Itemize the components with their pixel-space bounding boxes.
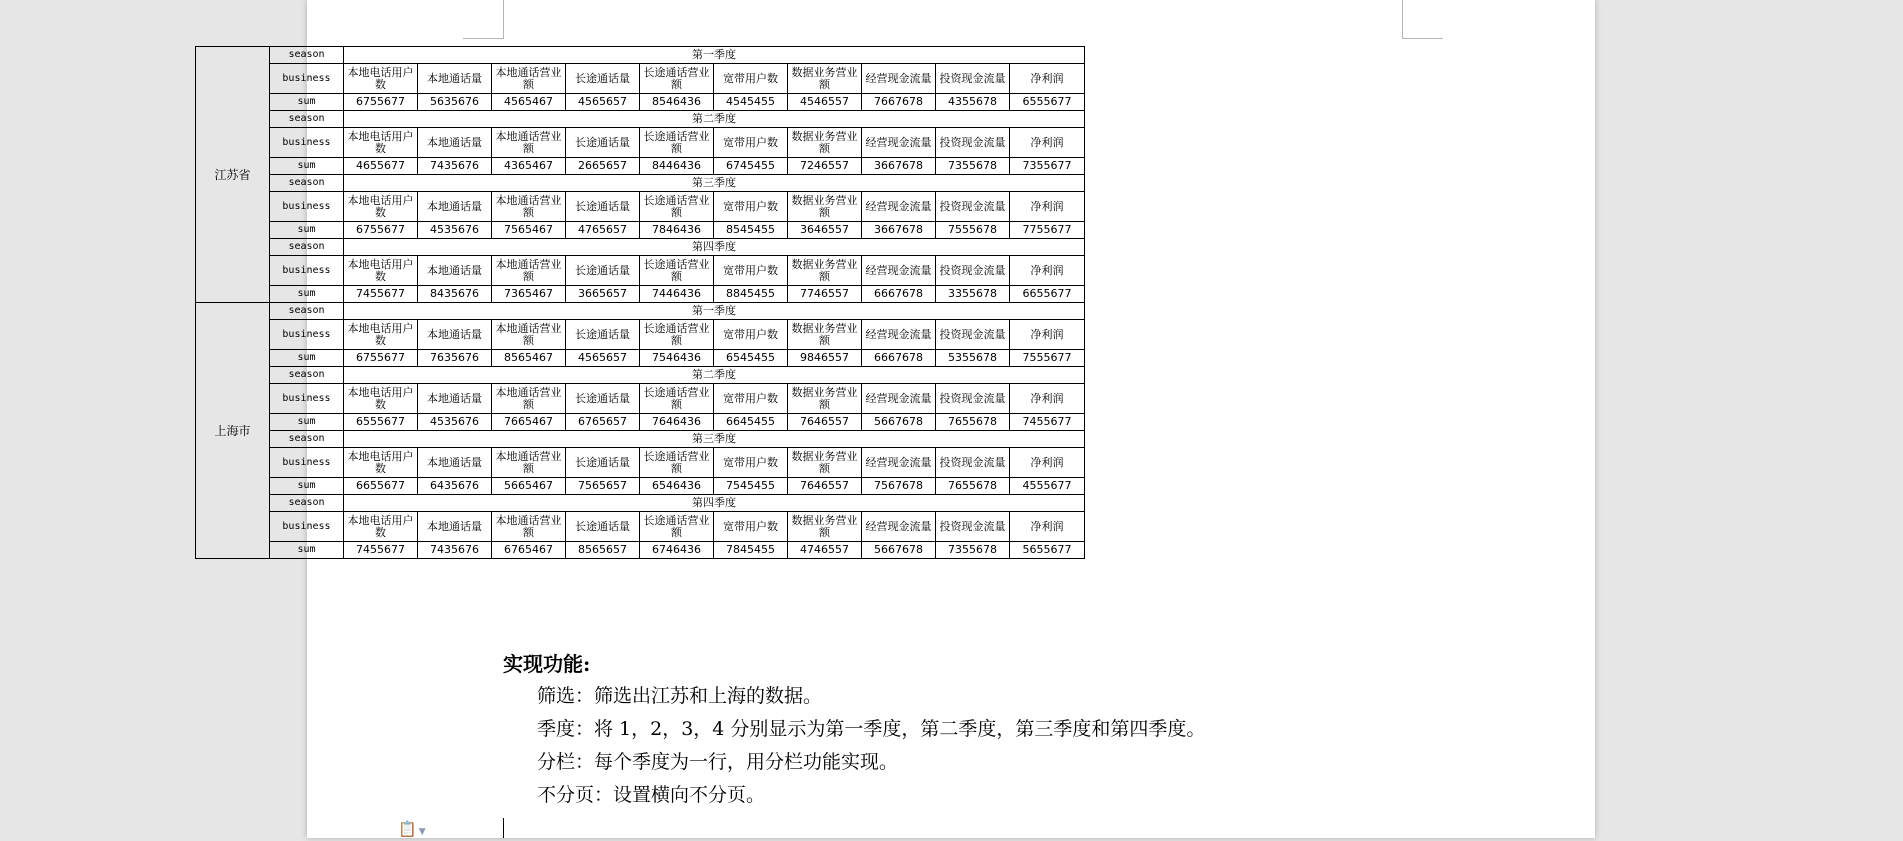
season-label-cell[interactable]: season — [270, 303, 344, 320]
table-row — [196, 192, 1085, 222]
column-header-cell[interactable]: 投资现金流量 — [936, 448, 1010, 478]
table-row — [196, 478, 1085, 495]
season-label-cell[interactable]: season — [270, 47, 344, 64]
section-heading: 实现功能: — [503, 652, 591, 676]
column-header-cell[interactable]: 长途通话量 — [566, 320, 640, 350]
column-header-cell[interactable]: 净利润 — [1010, 256, 1085, 286]
value-cell[interactable]: 7846436 — [640, 222, 714, 239]
value-cell[interactable]: 7665467 — [492, 414, 566, 431]
table-row — [196, 384, 1085, 414]
column-header-cell[interactable]: 本地通话量 — [418, 512, 492, 542]
column-header-cell[interactable]: 本地通话量 — [418, 192, 492, 222]
column-header-cell[interactable]: 数据业务营业额 — [788, 384, 862, 414]
value-cell[interactable]: 7646436 — [640, 414, 714, 431]
paragraph-line[interactable]: 筛选：筛选出江苏和上海的数据。 — [537, 685, 823, 707]
column-header-cell[interactable]: 经营现金流量 — [862, 512, 936, 542]
value-cell[interactable]: 8565467 — [492, 350, 566, 367]
column-header-cell[interactable]: 数据业务营业额 — [788, 448, 862, 478]
value-cell[interactable]: 4655677 — [344, 158, 418, 175]
column-header-cell[interactable]: 经营现金流量 — [862, 384, 936, 414]
value-cell[interactable]: 6755677 — [344, 350, 418, 367]
value-cell[interactable]: 7355677 — [1010, 158, 1085, 175]
value-cell[interactable]: 7545455 — [714, 478, 788, 495]
province-cell[interactable]: 上海市 — [196, 303, 270, 559]
table-row — [196, 542, 1085, 559]
column-header-cell[interactable]: 投资现金流量 — [936, 192, 1010, 222]
business-label-cell[interactable]: business — [270, 64, 344, 94]
value-cell[interactable]: 5667678 — [862, 542, 936, 559]
value-cell[interactable]: 4546557 — [788, 94, 862, 111]
column-header-cell[interactable]: 投资现金流量 — [936, 64, 1010, 94]
value-cell[interactable]: 8545455 — [714, 222, 788, 239]
value-cell[interactable]: 7655678 — [936, 478, 1010, 495]
column-header-cell[interactable]: 长途通话量 — [566, 384, 640, 414]
column-header-cell[interactable]: 本地电话用户数 — [344, 320, 418, 350]
table-row — [196, 495, 1085, 512]
value-cell[interactable]: 5355678 — [936, 350, 1010, 367]
value-cell[interactable]: 4565657 — [566, 94, 640, 111]
season-title-cell[interactable]: 第三季度 — [344, 175, 1085, 192]
value-cell[interactable]: 7755677 — [1010, 222, 1085, 239]
value-cell[interactable]: 4545455 — [714, 94, 788, 111]
value-cell[interactable]: 7667678 — [862, 94, 936, 111]
text-cursor — [503, 818, 504, 838]
column-header-cell[interactable]: 长途通话营业额 — [640, 128, 714, 158]
business-label-cell[interactable]: business — [270, 256, 344, 286]
table-row — [196, 128, 1085, 158]
paragraph-line[interactable]: 季度：将 1，2，3，4 分别显示为第一季度，第二季度，第三季度和第四季度。 — [537, 718, 1206, 740]
table-row — [196, 64, 1085, 94]
business-label-cell[interactable]: business — [270, 384, 344, 414]
value-cell[interactable]: 6755677 — [344, 94, 418, 111]
column-header-cell[interactable]: 本地通话量 — [418, 384, 492, 414]
column-header-cell[interactable]: 净利润 — [1010, 384, 1085, 414]
table-row — [196, 256, 1085, 286]
value-cell[interactable]: 3665657 — [566, 286, 640, 303]
season-title-cell[interactable]: 第一季度 — [344, 47, 1085, 64]
business-label-cell[interactable]: business — [270, 448, 344, 478]
column-header-cell[interactable]: 长途通话营业额 — [640, 320, 714, 350]
column-header-cell[interactable]: 数据业务营业额 — [788, 256, 862, 286]
column-header-cell[interactable]: 宽带用户数 — [714, 128, 788, 158]
column-header-cell[interactable]: 本地通话营业额 — [492, 448, 566, 478]
column-header-cell[interactable]: 本地电话用户数 — [344, 192, 418, 222]
column-header-cell[interactable]: 本地通话量 — [418, 448, 492, 478]
paragraph-line[interactable]: 分栏：每个季度为一行，用分栏功能实现。 — [537, 751, 899, 773]
column-header-cell[interactable]: 经营现金流量 — [862, 64, 936, 94]
table-row — [196, 47, 1085, 64]
column-header-cell[interactable]: 长途通话量 — [566, 128, 640, 158]
business-label-cell[interactable]: business — [270, 192, 344, 222]
column-header-cell[interactable]: 本地电话用户数 — [344, 128, 418, 158]
sum-label-cell[interactable]: sum — [270, 350, 344, 367]
column-header-cell[interactable]: 长途通话营业额 — [640, 64, 714, 94]
value-cell[interactable]: 6435676 — [418, 478, 492, 495]
column-header-cell[interactable]: 本地电话用户数 — [344, 512, 418, 542]
column-header-cell[interactable]: 宽带用户数 — [714, 64, 788, 94]
value-cell[interactable]: 3355678 — [936, 286, 1010, 303]
value-cell[interactable]: 9846557 — [788, 350, 862, 367]
column-header-cell[interactable]: 长途通话量 — [566, 64, 640, 94]
business-label-cell[interactable]: business — [270, 128, 344, 158]
column-header-cell[interactable]: 长途通话营业额 — [640, 192, 714, 222]
column-header-cell[interactable]: 长途通话营业额 — [640, 256, 714, 286]
margin-corner-mark — [1402, 0, 1443, 39]
table-body — [196, 47, 1085, 559]
value-cell[interactable]: 8446436 — [640, 158, 714, 175]
table-row — [196, 367, 1085, 384]
column-header-cell[interactable]: 经营现金流量 — [862, 192, 936, 222]
season-label-cell[interactable]: season — [270, 175, 344, 192]
value-cell[interactable]: 3646557 — [788, 222, 862, 239]
value-cell[interactable]: 7365467 — [492, 286, 566, 303]
season-label-cell[interactable]: season — [270, 367, 344, 384]
value-cell[interactable]: 6655677 — [344, 478, 418, 495]
value-cell[interactable]: 7565467 — [492, 222, 566, 239]
value-cell[interactable]: 6555677 — [1010, 94, 1085, 111]
table-row — [196, 431, 1085, 448]
value-cell[interactable]: 7246557 — [788, 158, 862, 175]
sum-label-cell[interactable]: sum — [270, 478, 344, 495]
value-cell[interactable]: 6545455 — [714, 350, 788, 367]
sum-label-cell[interactable]: sum — [270, 286, 344, 303]
value-cell[interactable]: 7567678 — [862, 478, 936, 495]
season-title-cell[interactable]: 第三季度 — [344, 431, 1085, 448]
table-row — [196, 222, 1085, 239]
column-header-cell[interactable]: 宽带用户数 — [714, 256, 788, 286]
sum-label-cell[interactable]: sum — [270, 414, 344, 431]
value-cell[interactable]: 5635676 — [418, 94, 492, 111]
value-cell[interactable]: 4565467 — [492, 94, 566, 111]
column-header-cell[interactable]: 投资现金流量 — [936, 320, 1010, 350]
province-cell[interactable]: 江苏省 — [196, 47, 270, 303]
value-cell[interactable]: 4565657 — [566, 350, 640, 367]
column-header-cell[interactable]: 本地通话营业额 — [492, 320, 566, 350]
business-label-cell[interactable]: business — [270, 320, 344, 350]
chevron-down-icon: ▼ — [418, 827, 426, 837]
value-cell[interactable]: 7746557 — [788, 286, 862, 303]
column-header-cell[interactable]: 长途通话营业额 — [640, 448, 714, 478]
column-header-cell[interactable]: 长途通话量 — [566, 256, 640, 286]
season-title-cell[interactable]: 第一季度 — [344, 303, 1085, 320]
season-label-cell[interactable]: season — [270, 111, 344, 128]
column-header-cell[interactable]: 数据业务营业额 — [788, 128, 862, 158]
column-header-cell[interactable]: 本地电话用户数 — [344, 256, 418, 286]
paste-options-icon[interactable]: 📋 ▼ — [398, 820, 426, 838]
value-cell[interactable]: 6667678 — [862, 350, 936, 367]
column-header-cell[interactable]: 宽带用户数 — [714, 384, 788, 414]
column-header-cell[interactable]: 本地通话营业额 — [492, 64, 566, 94]
value-cell[interactable]: 7435676 — [418, 542, 492, 559]
value-cell[interactable]: 8565657 — [566, 542, 640, 559]
column-header-cell[interactable]: 宽带用户数 — [714, 448, 788, 478]
column-header-cell[interactable]: 经营现金流量 — [862, 256, 936, 286]
column-header-cell[interactable]: 净利润 — [1010, 192, 1085, 222]
column-header-cell[interactable]: 数据业务营业额 — [788, 64, 862, 94]
column-header-cell[interactable]: 净利润 — [1010, 448, 1085, 478]
column-header-cell[interactable]: 经营现金流量 — [862, 448, 936, 478]
column-header-cell[interactable]: 净利润 — [1010, 128, 1085, 158]
column-header-cell[interactable]: 数据业务营业额 — [788, 320, 862, 350]
value-cell[interactable]: 6765467 — [492, 542, 566, 559]
column-header-cell[interactable]: 经营现金流量 — [862, 320, 936, 350]
value-cell[interactable]: 3667678 — [862, 222, 936, 239]
value-cell[interactable]: 7455677 — [344, 286, 418, 303]
column-header-cell[interactable]: 本地通话量 — [418, 256, 492, 286]
column-header-cell[interactable]: 宽带用户数 — [714, 512, 788, 542]
value-cell[interactable]: 6645455 — [714, 414, 788, 431]
sum-label-cell[interactable]: sum — [270, 222, 344, 239]
value-cell[interactable]: 7555677 — [1010, 350, 1085, 367]
table-row — [196, 94, 1085, 111]
value-cell[interactable]: 7546436 — [640, 350, 714, 367]
column-header-cell[interactable]: 投资现金流量 — [936, 384, 1010, 414]
value-cell[interactable]: 7555678 — [936, 222, 1010, 239]
table-row — [196, 448, 1085, 478]
column-header-cell[interactable]: 净利润 — [1010, 320, 1085, 350]
value-cell[interactable]: 4746557 — [788, 542, 862, 559]
value-cell[interactable]: 8845455 — [714, 286, 788, 303]
season-title-cell[interactable]: 第四季度 — [344, 495, 1085, 512]
value-cell[interactable]: 7355678 — [936, 542, 1010, 559]
column-header-cell[interactable]: 本地通话量 — [418, 128, 492, 158]
value-cell[interactable]: 4535676 — [418, 222, 492, 239]
column-header-cell[interactable]: 本地通话量 — [418, 64, 492, 94]
table-row — [196, 512, 1085, 542]
table-row — [196, 111, 1085, 128]
season-label-cell[interactable]: season — [270, 431, 344, 448]
column-header-cell[interactable]: 数据业务营业额 — [788, 192, 862, 222]
column-header-cell[interactable]: 本地通话量 — [418, 320, 492, 350]
season-label-cell[interactable]: season — [270, 495, 344, 512]
value-cell[interactable]: 7355678 — [936, 158, 1010, 175]
value-cell[interactable]: 8546436 — [640, 94, 714, 111]
column-header-cell[interactable]: 本地通话营业额 — [492, 192, 566, 222]
paragraph-line[interactable]: 不分页：设置横向不分页。 — [537, 784, 766, 806]
table-row — [196, 303, 1085, 320]
sum-label-cell[interactable]: sum — [270, 158, 344, 175]
value-cell[interactable]: 6746436 — [640, 542, 714, 559]
column-header-cell[interactable]: 长途通话营业额 — [640, 384, 714, 414]
column-header-cell[interactable]: 投资现金流量 — [936, 256, 1010, 286]
season-title-cell[interactable]: 第四季度 — [344, 239, 1085, 256]
table-row — [196, 239, 1085, 256]
margin-corner-mark — [463, 0, 504, 39]
value-cell[interactable]: 7565657 — [566, 478, 640, 495]
value-cell[interactable]: 7455677 — [344, 542, 418, 559]
value-cell[interactable]: 6667678 — [862, 286, 936, 303]
value-cell[interactable]: 5665467 — [492, 478, 566, 495]
column-header-cell[interactable]: 投资现金流量 — [936, 512, 1010, 542]
value-cell[interactable]: 6755677 — [344, 222, 418, 239]
table-row — [196, 158, 1085, 175]
column-header-cell[interactable]: 宽带用户数 — [714, 192, 788, 222]
season-label-cell[interactable]: season — [270, 239, 344, 256]
value-cell[interactable]: 7455677 — [1010, 414, 1085, 431]
column-header-cell[interactable]: 投资现金流量 — [936, 128, 1010, 158]
column-header-cell[interactable]: 净利润 — [1010, 512, 1085, 542]
column-header-cell[interactable]: 长途通话量 — [566, 192, 640, 222]
value-cell[interactable]: 6745455 — [714, 158, 788, 175]
value-cell[interactable]: 5667678 — [862, 414, 936, 431]
season-title-cell[interactable]: 第二季度 — [344, 111, 1085, 128]
table-row — [196, 320, 1085, 350]
table-row — [196, 175, 1085, 192]
value-cell[interactable]: 7646557 — [788, 478, 862, 495]
sum-label-cell[interactable]: sum — [270, 542, 344, 559]
column-header-cell[interactable]: 本地通话营业额 — [492, 512, 566, 542]
value-cell[interactable]: 6765657 — [566, 414, 640, 431]
column-header-cell[interactable]: 本地电话用户数 — [344, 64, 418, 94]
column-header-cell[interactable]: 长途通话营业额 — [640, 512, 714, 542]
value-cell[interactable]: 6555677 — [344, 414, 418, 431]
column-header-cell[interactable]: 本地电话用户数 — [344, 384, 418, 414]
season-title-cell[interactable]: 第二季度 — [344, 367, 1085, 384]
value-cell[interactable]: 7446436 — [640, 286, 714, 303]
value-cell[interactable]: 6546436 — [640, 478, 714, 495]
column-header-cell[interactable]: 长途通话量 — [566, 512, 640, 542]
column-header-cell[interactable]: 宽带用户数 — [714, 320, 788, 350]
table-row — [196, 350, 1085, 367]
value-cell[interactable]: 7646557 — [788, 414, 862, 431]
table-row — [196, 286, 1085, 303]
value-cell[interactable]: 7655678 — [936, 414, 1010, 431]
value-cell[interactable]: 4365467 — [492, 158, 566, 175]
value-cell[interactable]: 6655677 — [1010, 286, 1085, 303]
business-label-cell[interactable]: business — [270, 512, 344, 542]
value-cell[interactable]: 4535676 — [418, 414, 492, 431]
value-cell[interactable]: 7435676 — [418, 158, 492, 175]
column-header-cell[interactable]: 本地电话用户数 — [344, 448, 418, 478]
column-header-cell[interactable]: 经营现金流量 — [862, 128, 936, 158]
value-cell[interactable]: 3667678 — [862, 158, 936, 175]
value-cell[interactable]: 5655677 — [1010, 542, 1085, 559]
feature-section — [503, 648, 1205, 812]
column-header-cell[interactable]: 本地通话营业额 — [492, 256, 566, 286]
column-header-cell[interactable]: 本地通话营业额 — [492, 384, 566, 414]
value-cell[interactable]: 4555677 — [1010, 478, 1085, 495]
value-cell[interactable]: 8435676 — [418, 286, 492, 303]
value-cell[interactable]: 7845455 — [714, 542, 788, 559]
data-table — [195, 46, 1085, 559]
value-cell[interactable]: 2665657 — [566, 158, 640, 175]
value-cell[interactable]: 7635676 — [418, 350, 492, 367]
column-header-cell[interactable]: 净利润 — [1010, 64, 1085, 94]
column-header-cell[interactable]: 本地通话营业额 — [492, 128, 566, 158]
sum-label-cell[interactable]: sum — [270, 94, 344, 111]
value-cell[interactable]: 4765657 — [566, 222, 640, 239]
column-header-cell[interactable]: 长途通话量 — [566, 448, 640, 478]
table-row — [196, 414, 1085, 431]
value-cell[interactable]: 4355678 — [936, 94, 1010, 111]
column-header-cell[interactable]: 数据业务营业额 — [788, 512, 862, 542]
